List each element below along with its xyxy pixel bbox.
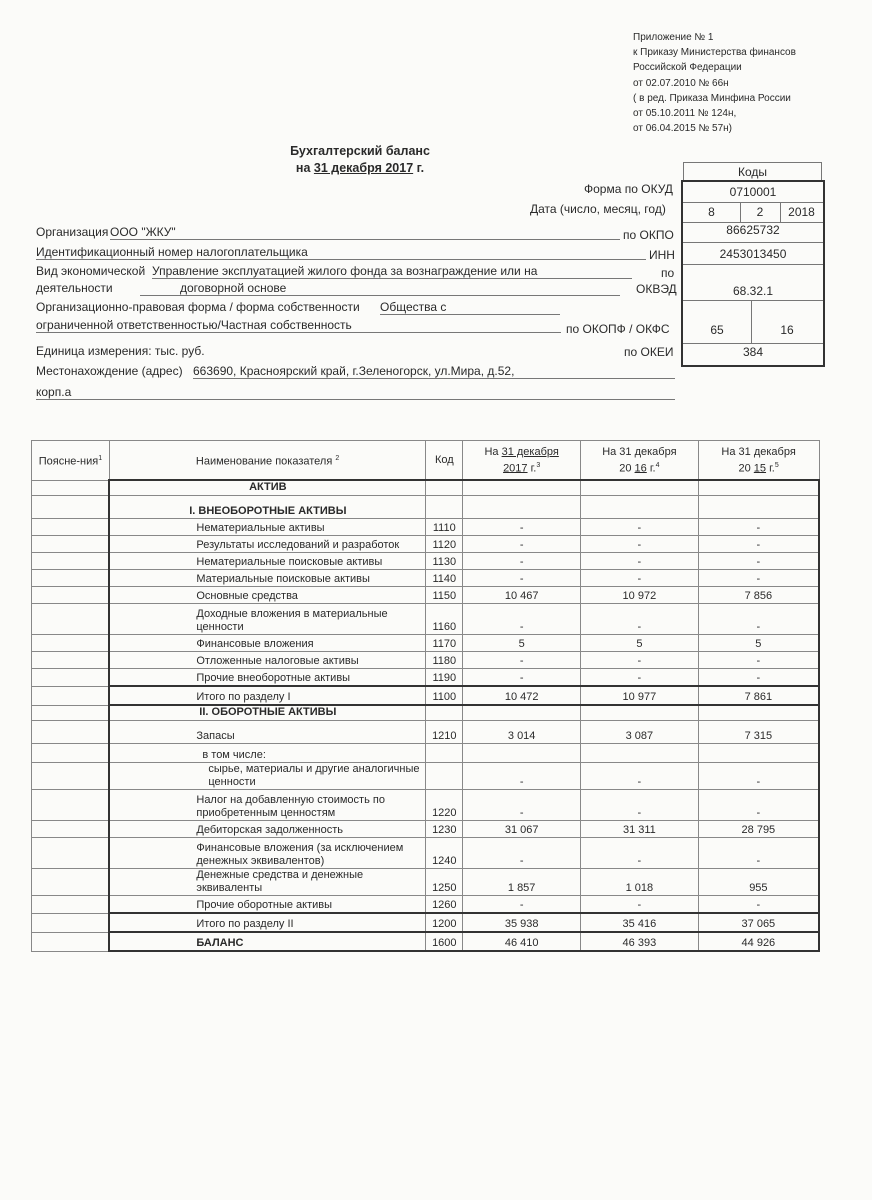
opf-label: Организационно-правовая форма / форма собственности xyxy=(36,300,360,314)
unit-label: Единица измерения: тыс. руб. xyxy=(36,344,205,358)
indicator-name-cell: Доходные вложения в материальные ценности xyxy=(109,604,425,635)
code-cell: 1230 xyxy=(426,821,463,838)
indicator-name-cell: II. ОБОРОТНЫЕ АКТИВЫ xyxy=(109,705,425,721)
code-cell xyxy=(426,744,463,763)
code-cell: 1160 xyxy=(426,604,463,635)
value-2015-cell: - xyxy=(698,652,819,669)
col-2017-c: 2017 xyxy=(503,462,528,475)
value-2016-cell xyxy=(581,480,699,496)
address-value-1: 663690, Красноярский край, г.Зеленогорск, ул.Мира, д.52, xyxy=(193,364,675,379)
value-2016-cell xyxy=(581,705,699,721)
indicator-name-cell: сырье, материалы и другие аналогичные ценности xyxy=(109,763,425,790)
title-line-2 xyxy=(250,160,470,177)
col-2017-a: На xyxy=(484,445,499,458)
value-2017-cell: 5 xyxy=(463,635,581,652)
col-2016-header xyxy=(581,441,699,481)
value-2015-cell: 28 795 xyxy=(698,821,819,838)
indicator-name-cell: Основные средства xyxy=(109,587,425,604)
code-cell: 1600 xyxy=(426,932,463,951)
code-cell xyxy=(426,763,463,790)
notes-cell xyxy=(32,496,110,519)
appendix-note xyxy=(633,30,796,136)
col-2016-d: г. xyxy=(649,462,656,475)
okved-cell: 68.32.1 xyxy=(683,264,823,301)
code-cell: 1250 xyxy=(426,869,463,896)
value-2017-cell: - xyxy=(463,838,581,869)
table-row xyxy=(32,570,820,587)
indicator-name-cell: Нематериальные активы xyxy=(109,519,425,536)
value-2017-cell: - xyxy=(463,604,581,635)
inn-code-label: ИНН xyxy=(649,248,675,262)
col-name-header xyxy=(109,441,425,481)
okved-label-1: по xyxy=(661,266,675,280)
address-label: Местонахождение (адрес) xyxy=(36,364,183,378)
appendix-line: к Приказу Министерства финансов xyxy=(633,47,796,59)
appendix-line: от 05.10.2011 № 124н, xyxy=(633,108,737,120)
inn-cell: 2453013450 xyxy=(683,242,823,265)
okei-label: по ОКЕИ xyxy=(624,345,674,359)
table-header-row xyxy=(32,441,820,481)
indicator-name-cell: Дебиторская задолженность xyxy=(109,821,425,838)
code-cell: 1210 xyxy=(426,721,463,744)
notes-cell xyxy=(32,721,110,744)
value-2017-cell xyxy=(463,480,581,496)
value-2017-cell xyxy=(463,496,581,519)
code-cell: 1140 xyxy=(426,570,463,587)
opf-value-1: Общества с xyxy=(380,300,560,315)
indicator-name-cell: I. ВНЕОБОРОТНЫЕ АКТИВЫ xyxy=(109,496,425,519)
col-name-sup: 2 xyxy=(335,454,340,462)
indicator-name-cell: Запасы xyxy=(109,721,425,744)
col-2017-header xyxy=(463,441,581,481)
value-2016-cell xyxy=(581,744,699,763)
activity-label-1: Вид экономической xyxy=(36,264,146,278)
value-2015-cell xyxy=(698,744,819,763)
value-2016-cell: 3 087 xyxy=(581,721,699,744)
notes-cell xyxy=(32,652,110,669)
col-2015-d: г. xyxy=(769,462,775,475)
title-prefix: на xyxy=(295,161,311,175)
notes-cell xyxy=(32,790,110,821)
col-2016-a: На 31 декабря xyxy=(602,445,677,458)
indicator-name-cell: АКТИВ xyxy=(109,480,425,496)
col-notes-text: Поясне-ния xyxy=(38,455,99,468)
col-2015-a: На 31 декабря xyxy=(721,445,796,458)
value-2016-cell: - xyxy=(581,790,699,821)
value-2015-cell: 5 xyxy=(698,635,819,652)
indicator-name-cell: Нематериальные поисковые активы xyxy=(109,553,425,570)
col-code-header: Код xyxy=(426,441,463,481)
notes-cell xyxy=(32,553,110,570)
table-row xyxy=(32,553,820,570)
okud-cell: 0710001 xyxy=(683,182,823,203)
table-row xyxy=(32,635,820,652)
indicator-name-cell: БАЛАНС xyxy=(109,932,425,951)
value-2015-cell: - xyxy=(698,519,819,536)
col-2015-c: 15 xyxy=(753,462,767,475)
code-cell: 1100 xyxy=(426,686,463,705)
value-2016-cell: 31 311 xyxy=(581,821,699,838)
value-2017-cell: 31 067 xyxy=(463,821,581,838)
indicator-name-cell: Прочие оборотные активы xyxy=(109,896,425,914)
document-title xyxy=(250,143,470,177)
table-row xyxy=(32,932,820,951)
code-cell: 1240 xyxy=(426,838,463,869)
table-row xyxy=(32,869,820,896)
value-2016-cell: - xyxy=(581,652,699,669)
org-label: Организация xyxy=(36,225,109,239)
notes-cell xyxy=(32,604,110,635)
code-cell xyxy=(426,496,463,519)
value-2015-cell: - xyxy=(698,838,819,869)
okud-label: Форма по ОКУД xyxy=(584,182,673,196)
col-2015-header xyxy=(698,441,819,481)
table-row xyxy=(32,705,820,721)
appendix-line: от 02.07.2010 № 66н xyxy=(633,77,729,89)
code-cell: 1180 xyxy=(426,652,463,669)
value-2017-cell: - xyxy=(463,669,581,687)
value-2016-cell: - xyxy=(581,519,699,536)
value-2016-cell: - xyxy=(581,553,699,570)
okopf-label: по ОКОПФ / ОКФС xyxy=(566,322,670,336)
indicator-name-cell: Денежные средства и денежные эквиваленты xyxy=(109,869,425,896)
table-row xyxy=(32,604,820,635)
notes-cell xyxy=(32,519,110,536)
value-2016-cell: 1 018 xyxy=(581,869,699,896)
date-year: 2018 xyxy=(788,205,815,219)
value-2015-cell: - xyxy=(698,669,819,687)
okopf-cells xyxy=(683,300,823,344)
okpo-cell: 86625732 xyxy=(683,222,823,243)
notes-cell xyxy=(32,669,110,687)
notes-cell xyxy=(32,932,110,951)
value-2017-cell: - xyxy=(463,570,581,587)
activity-label-2: деятельности xyxy=(36,281,113,295)
value-2015-cell: - xyxy=(698,570,819,587)
code-cell: 1200 xyxy=(426,913,463,932)
indicator-name-cell: Отложенные налоговые активы xyxy=(109,652,425,669)
notes-cell xyxy=(32,838,110,869)
inn-label: Идентификационный номер налогоплательщика xyxy=(36,245,646,260)
value-2016-cell: - xyxy=(581,838,699,869)
indicator-name-cell: Прочие внеоборотные активы xyxy=(109,669,425,687)
value-2017-cell: - xyxy=(463,652,581,669)
date-month: 2 xyxy=(740,202,781,222)
value-2016-cell: 5 xyxy=(581,635,699,652)
indicator-name-cell: Финансовые вложения (за исключением денежных эквивалентов) xyxy=(109,838,425,869)
okpo-label: по ОКПО xyxy=(623,228,674,242)
value-2015-cell: 7 315 xyxy=(698,721,819,744)
notes-cell xyxy=(32,635,110,652)
notes-cell xyxy=(32,896,110,914)
table-row xyxy=(32,721,820,744)
col-2017-d: г. xyxy=(530,462,537,475)
value-2017-cell: - xyxy=(463,896,581,914)
okopf-value: 65 xyxy=(683,300,752,343)
value-2015-cell: - xyxy=(698,790,819,821)
indicator-name-cell: Налог на добавленную стоимость по приобретенным ценностям xyxy=(109,790,425,821)
address-value-2: корп.а xyxy=(36,385,675,400)
table-row xyxy=(32,896,820,914)
value-2017-cell: - xyxy=(463,763,581,790)
table-row xyxy=(32,913,820,932)
value-2015-cell: - xyxy=(698,896,819,914)
value-2016-cell: - xyxy=(581,896,699,914)
code-cell: 1110 xyxy=(426,519,463,536)
value-2015-cell: - xyxy=(698,536,819,553)
title-suffix: г. xyxy=(416,161,425,175)
value-2017-cell: - xyxy=(463,553,581,570)
indicator-name-cell: Итого по разделу II xyxy=(109,913,425,932)
table-row xyxy=(32,519,820,536)
table-row xyxy=(32,652,820,669)
value-2017-cell: 1 857 xyxy=(463,869,581,896)
col-2017-sup: 3 xyxy=(536,461,541,469)
notes-cell xyxy=(32,570,110,587)
table-row xyxy=(32,536,820,553)
org-value: ООО "ЖКУ" xyxy=(110,225,620,240)
notes-cell xyxy=(32,587,110,604)
col-2016-sup: 4 xyxy=(655,461,660,469)
value-2015-cell: - xyxy=(698,553,819,570)
notes-cell xyxy=(32,536,110,553)
value-2015-cell: - xyxy=(698,604,819,635)
notes-cell xyxy=(32,821,110,838)
indicator-name-cell: Итого по разделу I xyxy=(109,686,425,705)
okfs-value: 16 xyxy=(780,323,794,337)
value-2016-cell: 35 416 xyxy=(581,913,699,932)
balance-table xyxy=(31,440,820,952)
table-row xyxy=(32,790,820,821)
indicator-name-cell: Материальные поисковые активы xyxy=(109,570,425,587)
code-cell xyxy=(426,480,463,496)
value-2015-cell: - xyxy=(698,763,819,790)
col-notes-sup: 1 xyxy=(98,454,103,462)
value-2017-cell: - xyxy=(463,519,581,536)
col-notes-header xyxy=(32,441,110,481)
value-2017-cell: 35 938 xyxy=(463,913,581,932)
notes-cell xyxy=(32,686,110,705)
col-2015-b: 20 xyxy=(738,462,751,475)
code-cell: 1170 xyxy=(426,635,463,652)
value-2016-cell xyxy=(581,496,699,519)
value-2016-cell: - xyxy=(581,570,699,587)
table-row xyxy=(32,496,820,519)
indicator-name-cell: Финансовые вложения xyxy=(109,635,425,652)
table-row xyxy=(32,763,820,790)
value-2016-cell: - xyxy=(581,763,699,790)
code-cell: 1130 xyxy=(426,553,463,570)
value-2015-cell xyxy=(698,496,819,519)
table-row xyxy=(32,480,820,496)
table-row xyxy=(32,587,820,604)
value-2017-cell: - xyxy=(463,536,581,553)
code-cell: 1190 xyxy=(426,669,463,687)
table-row xyxy=(32,669,820,687)
value-2015-cell: 44 926 xyxy=(698,932,819,951)
code-cell xyxy=(426,705,463,721)
notes-cell xyxy=(32,913,110,932)
code-cell: 1220 xyxy=(426,790,463,821)
activity-value-1: Управление эксплуатацией жилого фонда за вознаграждение или на xyxy=(152,264,632,279)
value-2016-cell: - xyxy=(581,669,699,687)
date-cells xyxy=(683,202,823,223)
value-2015-cell: 37 065 xyxy=(698,913,819,932)
appendix-line: Российской Федерации xyxy=(633,62,742,74)
date-day: 8 xyxy=(683,202,741,222)
value-2015-cell: 7 861 xyxy=(698,686,819,705)
value-2016-cell: 10 972 xyxy=(581,587,699,604)
table-row xyxy=(32,744,820,763)
value-2016-cell: 46 393 xyxy=(581,932,699,951)
okved-label-2: ОКВЭД xyxy=(636,282,677,296)
table-row xyxy=(32,686,820,705)
col-2016-c: 16 xyxy=(634,462,647,475)
okei-cell: 384 xyxy=(742,345,764,359)
col-2016-b: 20 xyxy=(619,462,632,475)
value-2015-cell xyxy=(698,705,819,721)
table-row xyxy=(32,838,820,869)
codes-box xyxy=(681,180,825,367)
indicator-name-cell: в том числе: xyxy=(109,744,425,763)
value-2017-cell: 3 014 xyxy=(463,721,581,744)
value-2016-cell: - xyxy=(581,604,699,635)
opf-value-2: ограниченной ответственностью/Частная собственность xyxy=(36,318,561,333)
title-line-1: Бухгалтерский баланс xyxy=(290,144,430,158)
code-cell: 1120 xyxy=(426,536,463,553)
notes-cell xyxy=(32,480,110,496)
notes-cell xyxy=(32,763,110,790)
value-2015-cell: 7 856 xyxy=(698,587,819,604)
activity-value-2: договорной основе xyxy=(140,281,620,296)
code-cell: 1150 xyxy=(426,587,463,604)
value-2016-cell: 10 977 xyxy=(581,686,699,705)
value-2017-cell: 10 472 xyxy=(463,686,581,705)
date-label: Дата (число, месяц, год) xyxy=(530,202,666,216)
col-2017-b: 31 декабря xyxy=(501,445,559,458)
value-2017-cell xyxy=(463,744,581,763)
value-2016-cell: - xyxy=(581,536,699,553)
appendix-line: Приложение № 1 xyxy=(633,32,714,43)
value-2015-cell xyxy=(698,480,819,496)
value-2017-cell: 10 467 xyxy=(463,587,581,604)
notes-cell xyxy=(32,705,110,721)
value-2017-cell: 46 410 xyxy=(463,932,581,951)
col-2015-sup: 5 xyxy=(774,461,779,469)
value-2017-cell: - xyxy=(463,790,581,821)
appendix-line: ( в ред. Приказа Минфина России xyxy=(633,92,791,104)
codes-header: Коды xyxy=(683,162,822,182)
value-2015-cell: 955 xyxy=(698,869,819,896)
notes-cell xyxy=(32,869,110,896)
appendix-line: от 06.04.2015 № 57н) xyxy=(633,123,733,135)
col-name-text: Наименование показателя xyxy=(195,455,333,468)
code-cell: 1260 xyxy=(426,896,463,914)
indicator-name-cell: Результаты исследований и разработок xyxy=(109,536,425,553)
value-2017-cell xyxy=(463,705,581,721)
notes-cell xyxy=(32,744,110,763)
title-date: 31 декабря 2017 xyxy=(313,161,414,175)
table-row xyxy=(32,821,820,838)
